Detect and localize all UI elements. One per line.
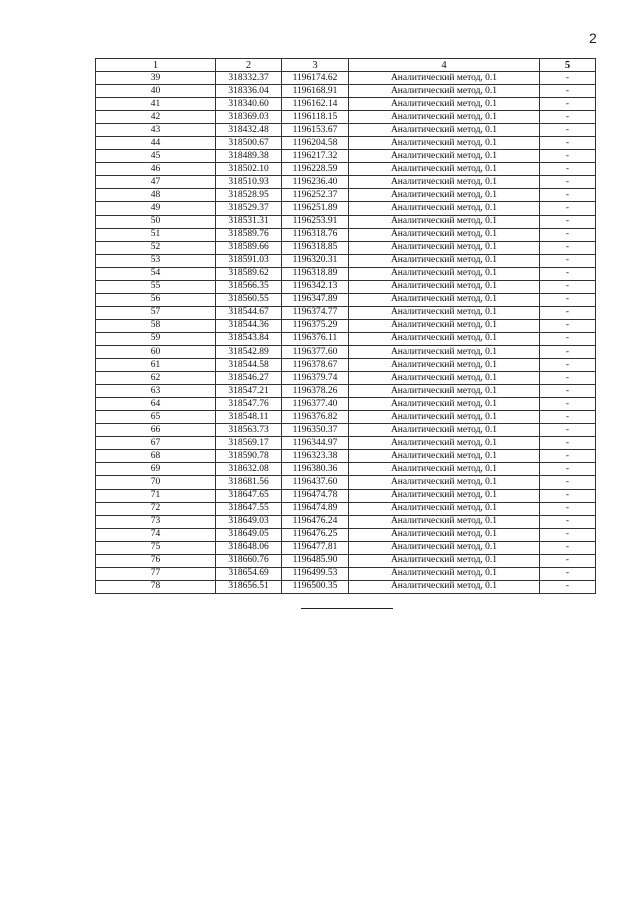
cell-method: Аналитический метод, 0.1 [349,72,540,85]
cell-point-number: 68 [96,450,216,463]
cell-description: - [540,293,596,306]
table-row [96,124,596,137]
cell-y: 1196377.60 [282,345,349,358]
cell-point-number: 54 [96,267,216,280]
cell-description: - [540,267,596,280]
cell-x: 318531.31 [216,215,282,228]
cell-point-number: 57 [96,306,216,319]
cell-description: - [540,463,596,476]
cell-description: - [540,437,596,450]
cell-x: 318548.11 [216,411,282,424]
cell-x: 318681.56 [216,476,282,489]
table-row [96,502,596,515]
cell-x: 318569.17 [216,437,282,450]
cell-y: 1196474.89 [282,502,349,515]
cell-method: Аналитический метод, 0.1 [349,502,540,515]
cell-y: 1196499.53 [282,567,349,580]
table-row [96,450,596,463]
cell-point-number: 65 [96,411,216,424]
cell-x: 318647.65 [216,489,282,502]
cell-point-number: 42 [96,111,216,124]
cell-x: 318340.60 [216,98,282,111]
cell-x: 318528.95 [216,189,282,202]
cell-x: 318590.78 [216,450,282,463]
cell-description: - [540,254,596,267]
cell-description: - [540,398,596,411]
table-row [96,398,596,411]
cell-x: 318589.62 [216,267,282,280]
table-row [96,189,596,202]
cell-point-number: 55 [96,280,216,293]
column-header-description: 5 [540,59,596,72]
coordinates-table [95,58,596,594]
cell-x: 318560.55 [216,293,282,306]
cell-method: Аналитический метод, 0.1 [349,280,540,293]
cell-x: 318547.21 [216,385,282,398]
cell-x: 318566.35 [216,280,282,293]
cell-point-number: 40 [96,85,216,98]
cell-method: Аналитический метод, 0.1 [349,541,540,554]
cell-x: 318632.08 [216,463,282,476]
cell-method: Аналитический метод, 0.1 [349,411,540,424]
cell-x: 318591.03 [216,254,282,267]
table-row [96,515,596,528]
cell-point-number: 39 [96,72,216,85]
cell-y: 1196217.32 [282,150,349,163]
cell-point-number: 60 [96,345,216,358]
cell-method: Аналитический метод, 0.1 [349,319,540,332]
cell-y: 1196379.74 [282,372,349,385]
cell-description: - [540,163,596,176]
cell-method: Аналитический метод, 0.1 [349,267,540,280]
cell-point-number: 46 [96,163,216,176]
cell-description: - [540,567,596,580]
cell-y: 1196318.85 [282,241,349,254]
table-row [96,98,596,111]
column-header-y: 3 [282,59,349,72]
cell-description: - [540,541,596,554]
cell-y: 1196374.77 [282,306,349,319]
column-header-x: 2 [216,59,282,72]
table-row [96,254,596,267]
cell-y: 1196344.97 [282,437,349,450]
cell-description: - [540,359,596,372]
cell-y: 1196474.78 [282,489,349,502]
cell-description: - [540,306,596,319]
cell-method: Аналитический метод, 0.1 [349,241,540,254]
table-row [96,372,596,385]
cell-point-number: 51 [96,228,216,241]
end-of-document-rule [301,608,393,609]
cell-description: - [540,489,596,502]
cell-point-number: 72 [96,502,216,515]
table-header-row [96,59,596,72]
cell-x: 318336.04 [216,85,282,98]
cell-point-number: 43 [96,124,216,137]
cell-point-number: 74 [96,528,216,541]
cell-point-number: 61 [96,359,216,372]
cell-description: - [540,98,596,111]
cell-description: - [540,111,596,124]
cell-method: Аналитический метод, 0.1 [349,489,540,502]
cell-point-number: 76 [96,554,216,567]
cell-method: Аналитический метод, 0.1 [349,463,540,476]
cell-y: 1196476.24 [282,515,349,528]
cell-description: - [540,332,596,345]
cell-description: - [540,215,596,228]
cell-x: 318656.51 [216,580,282,593]
page-number: 2 [589,30,597,46]
table-row [96,241,596,254]
cell-y: 1196323.38 [282,450,349,463]
cell-x: 318546.27 [216,372,282,385]
cell-point-number: 45 [96,150,216,163]
cell-point-number: 71 [96,489,216,502]
cell-point-number: 49 [96,202,216,215]
cell-description: - [540,476,596,489]
cell-point-number: 53 [96,254,216,267]
cell-point-number: 66 [96,424,216,437]
cell-x: 318432.48 [216,124,282,137]
cell-description: - [540,176,596,189]
cell-x: 318544.36 [216,319,282,332]
cell-x: 318563.73 [216,424,282,437]
table-row [96,202,596,215]
cell-description: - [540,150,596,163]
cell-y: 1196477.81 [282,541,349,554]
cell-description: - [540,424,596,437]
table-row [96,150,596,163]
table-row [96,489,596,502]
cell-x: 318332.37 [216,72,282,85]
cell-method: Аналитический метод, 0.1 [349,98,540,111]
table-row [96,163,596,176]
cell-y: 1196347.89 [282,293,349,306]
cell-point-number: 56 [96,293,216,306]
cell-y: 1196375.29 [282,319,349,332]
cell-method: Аналитический метод, 0.1 [349,111,540,124]
column-header-point-number: 1 [96,59,216,72]
cell-method: Аналитический метод, 0.1 [349,424,540,437]
cell-method: Аналитический метод, 0.1 [349,228,540,241]
cell-x: 318502.10 [216,163,282,176]
cell-description: - [540,137,596,150]
cell-point-number: 78 [96,580,216,593]
cell-method: Аналитический метод, 0.1 [349,345,540,358]
cell-description: - [540,385,596,398]
table-row [96,424,596,437]
cell-method: Аналитический метод, 0.1 [349,163,540,176]
cell-x: 318369.03 [216,111,282,124]
cell-method: Аналитический метод, 0.1 [349,437,540,450]
cell-y: 1196228.59 [282,163,349,176]
cell-y: 1196168.91 [282,85,349,98]
cell-method: Аналитический метод, 0.1 [349,215,540,228]
cell-y: 1196253.91 [282,215,349,228]
cell-method: Аналитический метод, 0.1 [349,332,540,345]
cell-y: 1196377.40 [282,398,349,411]
table-row [96,345,596,358]
cell-description: - [540,372,596,385]
table-row [96,72,596,85]
cell-method: Аналитический метод, 0.1 [349,528,540,541]
cell-y: 1196252.37 [282,189,349,202]
cell-method: Аналитический метод, 0.1 [349,372,540,385]
cell-y: 1196118.15 [282,111,349,124]
cell-description: - [540,502,596,515]
cell-point-number: 41 [96,98,216,111]
cell-point-number: 58 [96,319,216,332]
cell-x: 318500.67 [216,137,282,150]
cell-method: Аналитический метод, 0.1 [349,85,540,98]
table-row [96,437,596,450]
table-body [96,72,596,594]
cell-y: 1196376.11 [282,332,349,345]
cell-x: 318660.76 [216,554,282,567]
table-row [96,528,596,541]
cell-description: - [540,411,596,424]
table-row [96,267,596,280]
cell-y: 1196500.35 [282,580,349,593]
table-row [96,111,596,124]
cell-point-number: 62 [96,372,216,385]
cell-point-number: 69 [96,463,216,476]
cell-x: 318529.37 [216,202,282,215]
cell-y: 1196251.89 [282,202,349,215]
cell-x: 318648.06 [216,541,282,554]
cell-method: Аналитический метод, 0.1 [349,189,540,202]
table-row [96,580,596,593]
cell-method: Аналитический метод, 0.1 [349,567,540,580]
cell-y: 1196318.76 [282,228,349,241]
cell-description: - [540,85,596,98]
cell-point-number: 52 [96,241,216,254]
cell-y: 1196350.37 [282,424,349,437]
cell-method: Аналитический метод, 0.1 [349,450,540,463]
cell-method: Аналитический метод, 0.1 [349,398,540,411]
table-row [96,319,596,332]
cell-y: 1196174.62 [282,72,349,85]
column-header-method: 4 [349,59,540,72]
cell-x: 318543.84 [216,332,282,345]
cell-method: Аналитический метод, 0.1 [349,359,540,372]
table-row [96,176,596,189]
cell-y: 1196153.67 [282,124,349,137]
table-row [96,567,596,580]
cell-point-number: 44 [96,137,216,150]
cell-method: Аналитический метод, 0.1 [349,476,540,489]
cell-y: 1196236.40 [282,176,349,189]
cell-y: 1196204.58 [282,137,349,150]
cell-y: 1196476.25 [282,528,349,541]
cell-x: 318544.67 [216,306,282,319]
cell-x: 318544.58 [216,359,282,372]
table-row [96,228,596,241]
cell-point-number: 77 [96,567,216,580]
cell-method: Аналитический метод, 0.1 [349,176,540,189]
cell-description: - [540,241,596,254]
cell-method: Аналитический метод, 0.1 [349,580,540,593]
cell-point-number: 47 [96,176,216,189]
table-row [96,280,596,293]
cell-method: Аналитический метод, 0.1 [349,306,540,319]
table-row [96,411,596,424]
cell-method: Аналитический метод, 0.1 [349,554,540,567]
cell-description: - [540,228,596,241]
cell-point-number: 73 [96,515,216,528]
table-row [96,359,596,372]
table-row [96,293,596,306]
cell-x: 318649.05 [216,528,282,541]
cell-point-number: 48 [96,189,216,202]
cell-y: 1196342.13 [282,280,349,293]
table-row [96,85,596,98]
cell-point-number: 63 [96,385,216,398]
cell-x: 318654.69 [216,567,282,580]
cell-y: 1196380.36 [282,463,349,476]
cell-method: Аналитический метод, 0.1 [349,385,540,398]
cell-x: 318547.76 [216,398,282,411]
cell-description: - [540,345,596,358]
cell-method: Аналитический метод, 0.1 [349,137,540,150]
cell-y: 1196437.60 [282,476,349,489]
table-row [96,554,596,567]
table-row [96,306,596,319]
cell-description: - [540,280,596,293]
table-row [96,385,596,398]
table-row [96,463,596,476]
cell-y: 1196320.31 [282,254,349,267]
table-row [96,215,596,228]
cell-x: 318510.93 [216,176,282,189]
cell-y: 1196162.14 [282,98,349,111]
cell-method: Аналитический метод, 0.1 [349,254,540,267]
cell-description: - [540,580,596,593]
cell-point-number: 70 [96,476,216,489]
cell-point-number: 59 [96,332,216,345]
cell-x: 318589.76 [216,228,282,241]
cell-description: - [540,72,596,85]
cell-description: - [540,319,596,332]
cell-point-number: 67 [96,437,216,450]
cell-point-number: 50 [96,215,216,228]
cell-x: 318647.55 [216,502,282,515]
table-row [96,332,596,345]
cell-y: 1196378.26 [282,385,349,398]
cell-method: Аналитический метод, 0.1 [349,124,540,137]
cell-method: Аналитический метод, 0.1 [349,150,540,163]
cell-description: - [540,528,596,541]
cell-y: 1196378.67 [282,359,349,372]
cell-description: - [540,189,596,202]
cell-method: Аналитический метод, 0.1 [349,202,540,215]
table-row [96,476,596,489]
table-row [96,541,596,554]
cell-x: 318489.38 [216,150,282,163]
cell-description: - [540,450,596,463]
cell-point-number: 75 [96,541,216,554]
cell-description: - [540,515,596,528]
cell-y: 1196318.89 [282,267,349,280]
cell-method: Аналитический метод, 0.1 [349,515,540,528]
cell-y: 1196376.82 [282,411,349,424]
cell-x: 318589.66 [216,241,282,254]
cell-description: - [540,202,596,215]
cell-x: 318542.89 [216,345,282,358]
cell-method: Аналитический метод, 0.1 [349,293,540,306]
cell-description: - [540,554,596,567]
cell-x: 318649.03 [216,515,282,528]
table-row [96,137,596,150]
cell-point-number: 64 [96,398,216,411]
cell-description: - [540,124,596,137]
cell-y: 1196485.90 [282,554,349,567]
